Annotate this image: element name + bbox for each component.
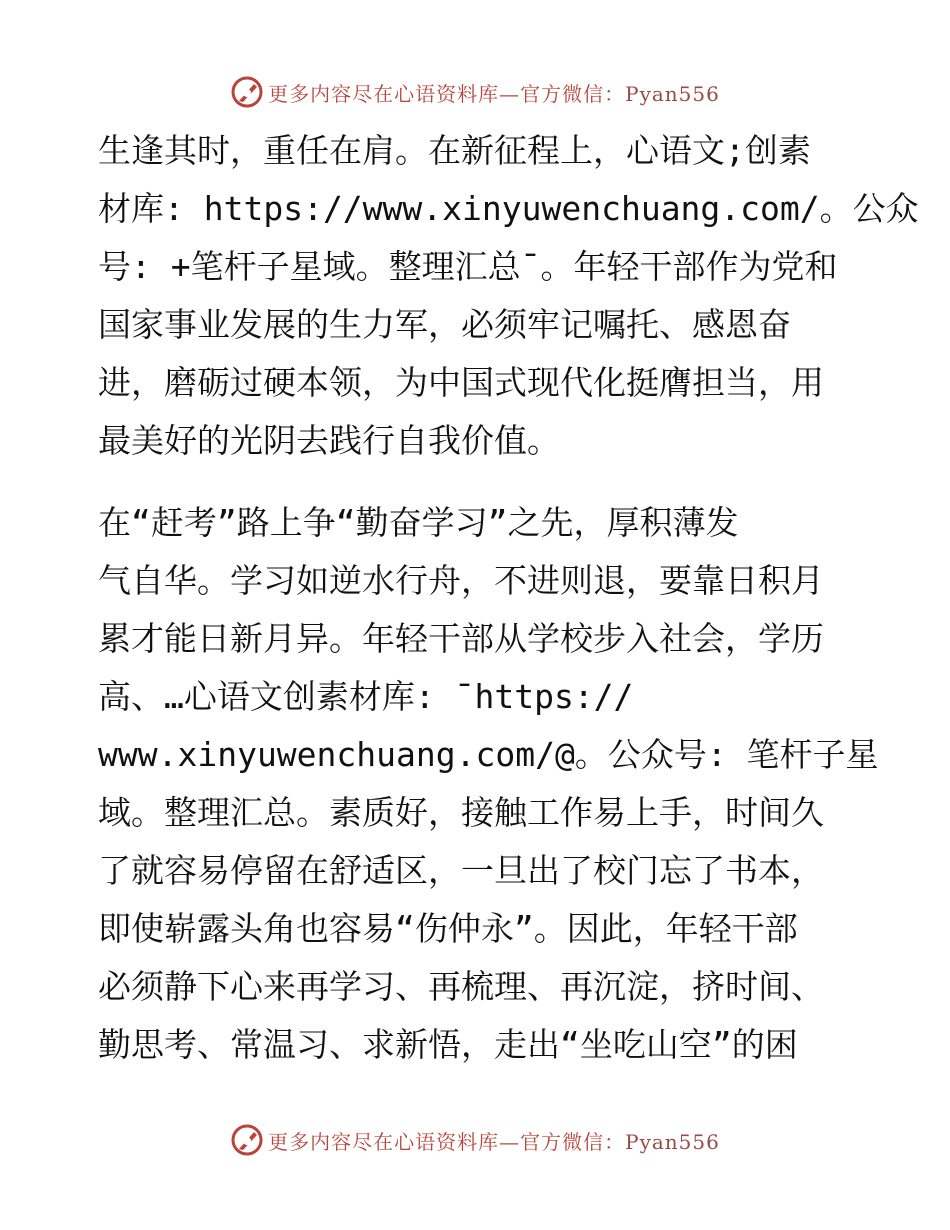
text-line: www.xinyuwenchuang.com/@。公众号: 笔杆子星: [98, 735, 879, 774]
paragraph-2: [98, 494, 879, 1074]
banner-text-main: 更多内容尽在心语资料库—官方微信：: [268, 81, 626, 106]
text-line: 在“赶考”路上争“勤奋学习”之先，厚积薄发: [98, 503, 739, 542]
text-line: 必须静下心来再学习、再梳理、再沉淀，挤时间、: [98, 967, 824, 1006]
document-body: [98, 122, 919, 1074]
banner-wechat-id: Pyan556: [625, 81, 720, 106]
text-line: 勤思考、常温习、求新悟，走出“坐吃山空”的困: [98, 1025, 798, 1064]
text-line: 即使崭露头角也容易“伤仲永”。因此，年轻干部: [98, 909, 798, 948]
text-line: 生逢其时，重任在肩。在新征程上，心语文;创素: [98, 131, 811, 170]
banner-text-main: 更多内容尽在心语资料库—官方微信：: [268, 1129, 626, 1154]
banner-wechat-id: Pyan556: [625, 1129, 720, 1154]
text-line: 材库: https://www.xinyuwenchuang.com/。公众: [98, 189, 919, 228]
text-line: 号: +笔杆子星域。整理汇总¯。年轻干部作为党和: [98, 247, 838, 286]
banner-text: [268, 78, 720, 107]
quill-pen-circle-logo-icon: [230, 75, 264, 109]
footer-banner: [0, 1120, 950, 1160]
text-line: 气自华。学习如逆水行舟，不进则退，要靠日积月: [98, 561, 824, 600]
banner-text: [268, 1126, 720, 1155]
text-line: 最美好的光阴去践行自我价值。: [98, 421, 560, 460]
text-line: 累才能日新月异。年轻干部从学校步入社会，学历: [98, 619, 824, 658]
text-line: 域。整理汇总。素质好，接触工作易上手，时间久: [98, 793, 824, 832]
paragraph-1: [98, 122, 919, 470]
text-line: 国家事业发展的生力军，必须牢记嘱托、感恩奋: [98, 305, 791, 344]
text-line: 高、…心语文创素材库: ¯https://: [98, 677, 634, 716]
text-line: 进，磨砺过硬本领，为中国式现代化挺膺担当，用: [98, 363, 824, 402]
text-line: 了就容易停留在舒适区，一旦出了校门忘了书本，: [98, 851, 824, 890]
header-banner: [0, 72, 950, 112]
quill-pen-circle-logo-icon: [230, 1123, 264, 1157]
